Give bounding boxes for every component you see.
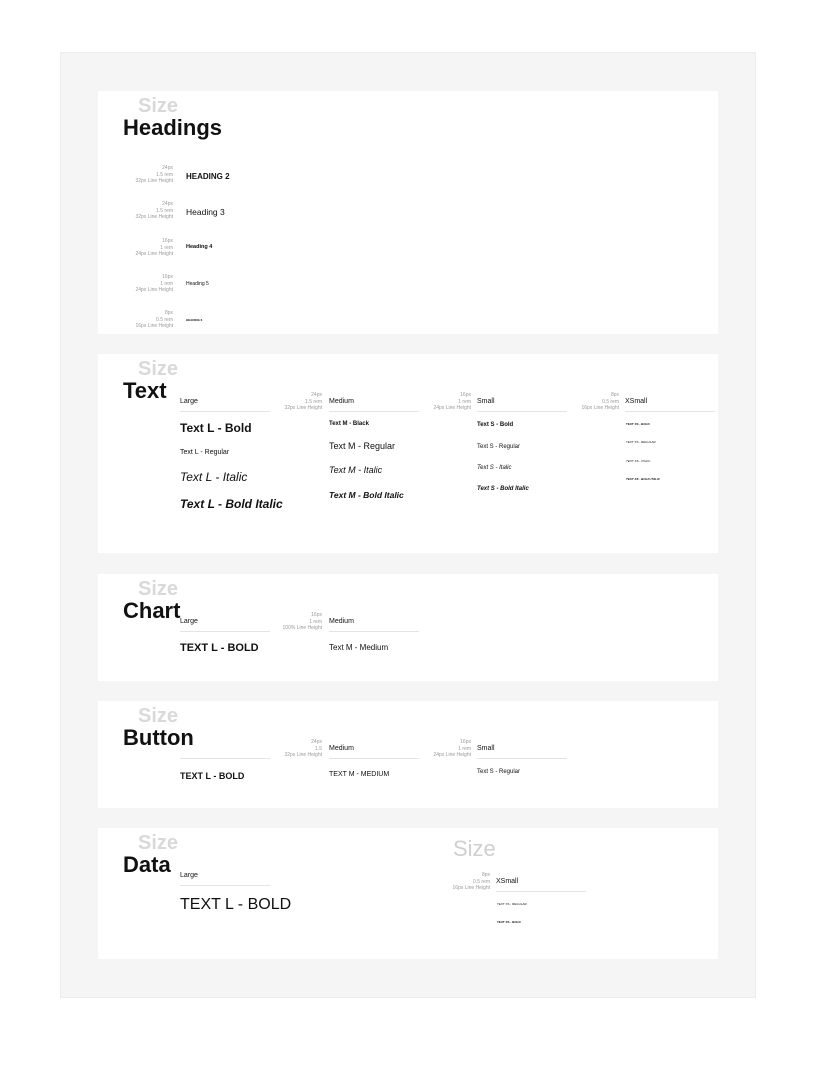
text-xs-bold: TEXT XS - BOLD bbox=[626, 422, 650, 426]
text-m-regular: Text M - Regular bbox=[329, 441, 396, 451]
data-xsmall-meta: 8px 0.5 rem 16px Line Height bbox=[452, 872, 490, 891]
text-xsmall-rule bbox=[625, 411, 715, 412]
heading-6-sample: HEADING 6 bbox=[186, 318, 203, 322]
text-s-italic: Text S - Italic bbox=[477, 465, 512, 471]
data-card bbox=[98, 828, 718, 959]
button-card bbox=[98, 701, 718, 808]
text-title: Text bbox=[123, 378, 167, 403]
text-s-regular: Text S - Regular bbox=[477, 444, 521, 450]
button-small-head: Small bbox=[477, 745, 495, 752]
heading-4-meta: 16px 1 rem 24px Line Height bbox=[135, 238, 173, 257]
text-s-bold-italic: Text S - Bold Italic bbox=[477, 486, 529, 492]
chart-ghost-label: Size bbox=[138, 578, 179, 600]
heading-4-sample: Heading 4 bbox=[186, 244, 213, 250]
text-xs-italic: TEXT XS - ITALIC bbox=[626, 459, 651, 463]
chart-medium-rule bbox=[329, 631, 419, 632]
chart-medium-sample: Text M - Medium bbox=[329, 643, 389, 652]
text-xsmall-meta: 8px 0.5 rem 16px Line Height bbox=[581, 392, 619, 411]
heading-2-sample: HEADING 2 bbox=[186, 172, 230, 181]
headings-title: Headings bbox=[123, 115, 223, 140]
chart-card bbox=[98, 574, 718, 681]
text-m-italic: Text M - Italic bbox=[329, 465, 383, 475]
text-small-meta: 16px 1 rem 24px Line Height bbox=[433, 392, 471, 411]
data-ghost-label: Size bbox=[138, 832, 179, 854]
heading-5-sample: Heading 5 bbox=[186, 281, 209, 287]
text-l-bold: Text L - Bold bbox=[180, 421, 252, 435]
data-xsmall-head: XSmall bbox=[496, 878, 519, 885]
headings-ghost-label: Size bbox=[138, 95, 179, 117]
data-xsmall-rule bbox=[496, 891, 586, 892]
headings-card bbox=[98, 91, 718, 334]
text-ghost-label: Size bbox=[138, 358, 179, 380]
data-large-rule bbox=[180, 885, 270, 886]
text-large-head: Large bbox=[180, 398, 198, 405]
text-small-head: Small bbox=[477, 398, 495, 405]
text-xs-bold-italic: TEXT XS - BOLD ITALIC bbox=[626, 477, 660, 481]
chart-medium-meta: 16px 1 rem 100% Line Height bbox=[282, 612, 322, 631]
data-size-label: Size bbox=[453, 836, 496, 861]
button-medium-sample: TEXT M - MEDIUM bbox=[329, 771, 390, 778]
chart-medium-head: Medium bbox=[329, 618, 354, 625]
button-large-sample: TEXT L - BOLD bbox=[180, 771, 245, 781]
text-l-italic: Text L - Italic bbox=[180, 470, 248, 484]
data-large-sample: TEXT L - BOLD bbox=[180, 896, 292, 913]
chart-large-sample: TEXT L - BOLD bbox=[180, 642, 259, 654]
text-m-black: Text M - Black bbox=[329, 421, 369, 427]
data-large-head: Large bbox=[180, 872, 198, 879]
heading-3-sample: Heading 3 bbox=[186, 207, 225, 217]
button-medium-head: Medium bbox=[329, 745, 354, 752]
button-small-rule bbox=[477, 758, 567, 759]
data-title: Data bbox=[123, 852, 171, 877]
text-m-bold-italic: Text M - Bold Italic bbox=[329, 490, 404, 500]
button-small-sample: Text S - Regular bbox=[477, 769, 521, 775]
button-small-meta: 16px 1 rem 24px Line Height bbox=[433, 739, 471, 758]
text-s-bold: Text S - Bold bbox=[477, 422, 514, 428]
text-medium-meta: 24px 1.5 rem 32px Line Height bbox=[284, 392, 322, 411]
button-ghost-label: Size bbox=[138, 705, 179, 727]
chart-title: Chart bbox=[123, 598, 181, 623]
button-medium-meta: 24px 1.5 32px Line Height bbox=[284, 739, 322, 758]
data-xs-bold: TEXT XS - BOLD bbox=[497, 920, 521, 924]
heading-2-meta: 24px 1.5 rem 32px Line Height bbox=[135, 165, 173, 184]
text-xs-regular: TEXT XS - REGULAR bbox=[626, 440, 656, 444]
chart-large-head: Large bbox=[180, 618, 198, 625]
text-medium-head: Medium bbox=[329, 398, 354, 405]
data-xs-regular: TEXT XS - REGULAR bbox=[497, 902, 527, 906]
heading-6-meta: 8px 0.5 rem 16px Line Height bbox=[135, 310, 173, 329]
text-card bbox=[98, 354, 718, 553]
heading-3-meta: 24px 1.5 rem 32px Line Height bbox=[135, 201, 173, 220]
text-xsmall-head: XSmall bbox=[625, 398, 648, 405]
text-l-bold-italic: Text L - Bold Italic bbox=[180, 497, 283, 511]
button-title: Button bbox=[123, 725, 194, 750]
text-l-regular: Text L - Regular bbox=[180, 449, 230, 456]
heading-5-meta: 16px 1 rem 24px Line Height bbox=[135, 274, 173, 293]
